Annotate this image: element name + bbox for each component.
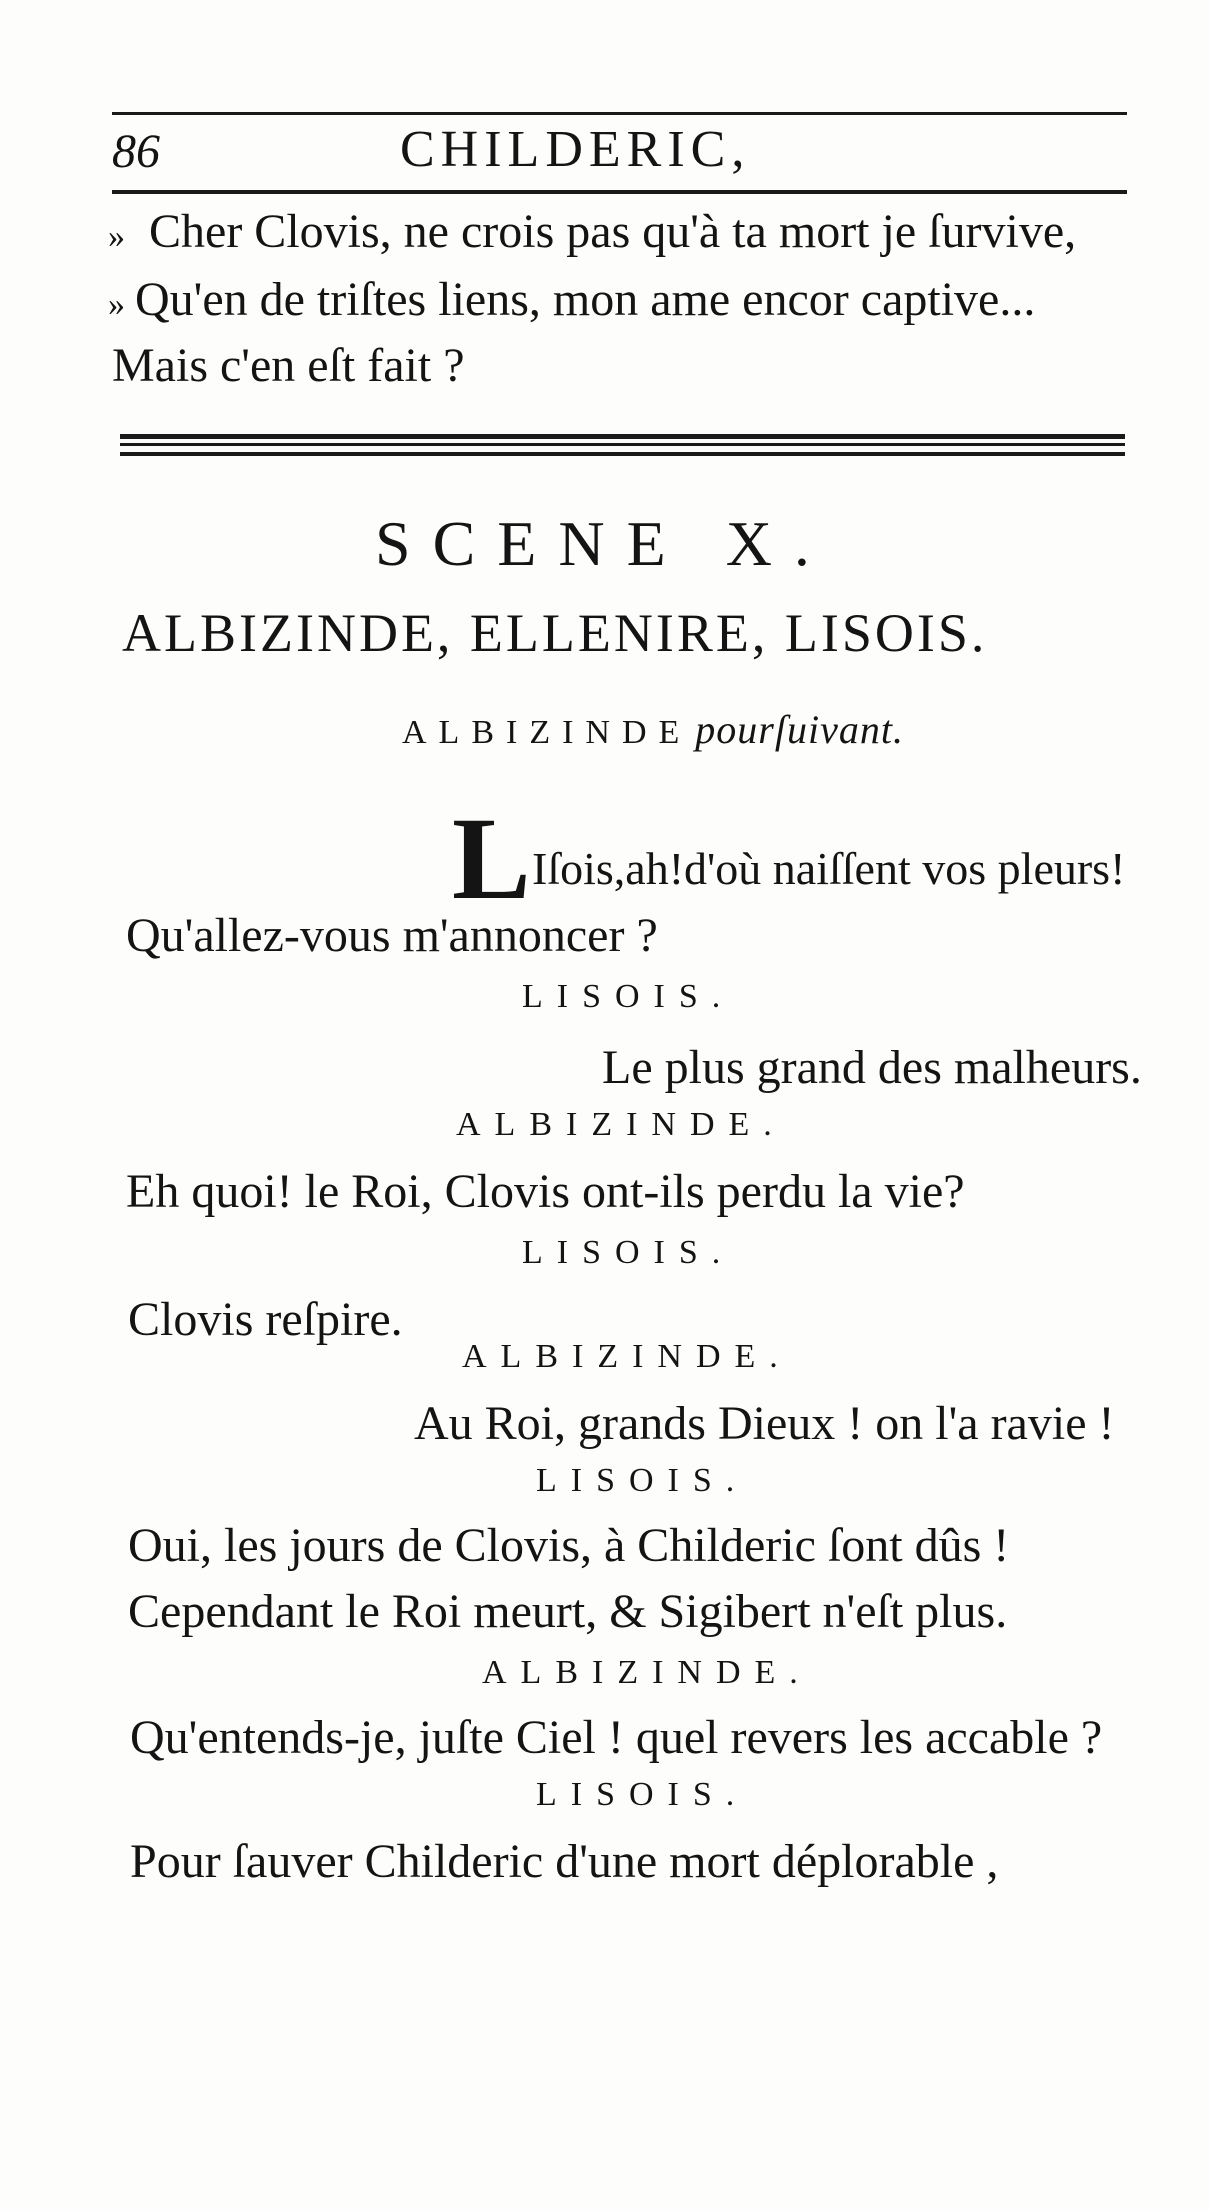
verse-line (108, 273, 1036, 326)
verse-line: Clovis reſpire. (128, 1293, 403, 1346)
speaker-name: LISOIS. (536, 1776, 749, 1813)
verse-line: Eh quoi! le Roi, Clovis ont-ils perdu la vie? (126, 1165, 965, 1218)
verse-text: Mais c'en eſt fait ? (112, 339, 465, 392)
verse-line: Oui, les jours de Clovis, à Childeric ſont dûs ! (128, 1519, 1010, 1572)
verse-line (108, 205, 1077, 258)
page-number: 86 (112, 125, 160, 178)
stage-direction: pourſuivant. (695, 707, 904, 752)
verse-line: Qu'allez-vous m'annoncer ? (126, 909, 658, 962)
speaker-name: LISOIS. (522, 1234, 735, 1271)
verse-line: Le plus grand des malheurs. (602, 1041, 1142, 1094)
verse-line: Iſois,ah!d'où naiſſent vos pleurs! (532, 843, 1126, 894)
verse-line: Cependant le Roi meurt, & Sigibert n'eſt plus. (128, 1585, 1008, 1638)
speaker-name: ALBIZINDE. (462, 1338, 792, 1375)
scene-separator-rule (120, 434, 1125, 439)
speaker-name: ALBIZINDE. (456, 1106, 786, 1143)
scene-title: SCENE X. (375, 508, 832, 579)
verse-line (112, 339, 465, 392)
header-rule-top (112, 112, 1127, 115)
speaker-name: ALBIZINDE. (482, 1654, 812, 1691)
verse-text: Qu'en de triſtes liens, mon ame encor captive... (135, 273, 1036, 326)
drop-cap: L (452, 793, 531, 924)
quote-mark: » (108, 286, 125, 323)
running-title: CHILDERIC, (400, 121, 751, 178)
header-rule-bottom (112, 190, 1127, 194)
cast-list: ALBIZINDE, ELLENIRE, LISOIS. (122, 603, 988, 663)
scene-separator-rule (120, 443, 1125, 446)
speaker-name: ALBIZINDE (402, 714, 692, 751)
speaker-heading (402, 707, 904, 752)
verse-line: Au Roi, grands Dieux ! on l'a ravie ! (414, 1397, 1115, 1450)
quote-mark: » (108, 218, 125, 255)
scene-separator-rule (120, 452, 1125, 456)
verse-text: Cher Clovis, ne crois pas qu'à ta mort je ſurvive, (149, 205, 1077, 258)
verse-line: Qu'entends-je, juſte Ciel ! quel revers les accable ? (130, 1711, 1103, 1764)
speaker-name: LISOIS. (536, 1462, 749, 1499)
verse-line: Pour ſauver Childeric d'une mort déplorable , (130, 1835, 999, 1888)
speaker-name: LISOIS. (522, 978, 735, 1015)
